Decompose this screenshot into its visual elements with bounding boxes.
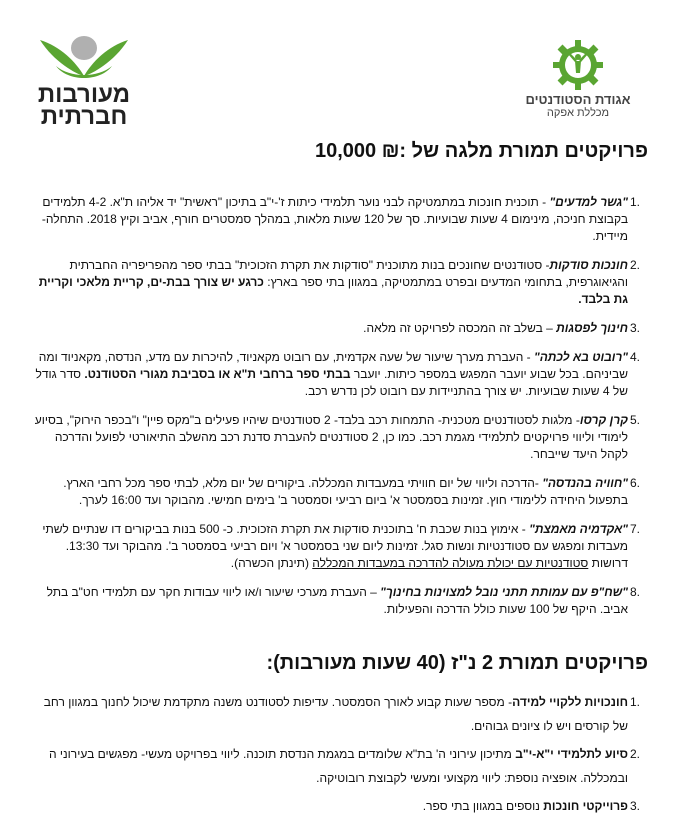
item-number: 1. xyxy=(630,195,641,209)
item-number: 3. xyxy=(630,321,641,335)
item-title: "גשר למדעים" xyxy=(549,195,628,209)
list-item xyxy=(32,690,648,738)
item-number: 5. xyxy=(630,413,641,427)
social-engagement-logo xyxy=(36,32,132,128)
list-item xyxy=(32,320,648,337)
item-number: 8. xyxy=(630,585,641,599)
item-text: -הדרכה וליווי של יום חוויתי במעבדות המכללה. ביקורים של יום מלא, לבתי ספר מכל רחבי הארץ. בתפעול היחידה ללימודי חוץ. זמינות בסמסטר א' ביום רביעי וסמסטר ב' בימים חמישי. מהבוקר ועד 16:00 לערך. xyxy=(63,476,628,507)
item-number: 2. xyxy=(630,258,641,272)
item-title: חונכויות ללקויי למידה xyxy=(512,695,628,709)
logo-left-line2: חברתית xyxy=(40,103,128,130)
logo-right-line2: מכללת אפקה xyxy=(546,107,610,119)
student-union-logo xyxy=(518,38,638,134)
list-item xyxy=(32,742,648,790)
item-title: "חוויה בהנדסה" xyxy=(542,476,628,490)
item-number: 3. xyxy=(630,799,641,813)
item-text: - אימוץ בנות שכבת ח' בתוכנית סודקות את תקרת הזכוכית. כ- 500 בנות בביקורים דו שנתיים לשתי מעבדות ומפגש עם סטודנטיות ונשות סגל. זמינות ליום שני בסמסטר א' ויום רביעי בסמסטר ב'. מהבוקר ועד 13:30. דרושות xyxy=(42,522,628,570)
item-text: - סטודנטים שחונכים בנות מתוכנית "סודקות את תקרת הזכוכית" בבתי ספר מהפריפריה החברתית והגיאוגרפית, בתחומי המדעים ובפרט במתמטיקה, במגוון בתי ספר בארץ: xyxy=(69,258,628,289)
list-item xyxy=(32,475,648,509)
item-underlined-text: סטודנטיות עם יכולת מעולה להדרכה במעבדות המכללה xyxy=(312,556,589,570)
item-bold-text: כרגע יש צורך בבת-ים, קריית מלאכי וקריית גת בלבד. xyxy=(38,275,628,306)
list-item xyxy=(32,412,648,463)
item-number: 7. xyxy=(630,522,641,536)
section2-list xyxy=(32,690,648,818)
item-title: פרוייקטי חונכות xyxy=(543,799,628,813)
item-title: סיוע לתלמידי י"א-י"ב xyxy=(515,747,628,761)
item-number: 2. xyxy=(630,747,641,761)
item-title: קרן קרסו xyxy=(579,413,628,427)
list-item xyxy=(32,584,648,618)
list-item xyxy=(32,349,648,400)
list-item xyxy=(32,794,648,818)
item-text: - מספר שעות קבוע לאורך הסמסטר. עדיפות לסטודנט משנה מתקדמת שיכול לחנוך במגוון רחב של קורסים ויש לו ציונים גבוהים. xyxy=(43,695,628,733)
item-bold-text: בבתי ספר ברחבי ת"א או בסביבת מגורי הסטודנט. xyxy=(84,367,351,381)
section1-title-prefix: פרויקטים תמורת מלגה של xyxy=(411,140,648,162)
gear-figure-icon xyxy=(551,38,605,92)
item-title: חונכות סודקות xyxy=(549,258,628,272)
item-text: – העברת מערכי שיעור ו/או ליווי עבודות חקר עם תלמידי חט"ב בתל אביב. היקף של 100 שעות כולל הדרכה והפעילות. xyxy=(46,585,628,616)
item-text: מתיכון עירוני ה' בת"א שלומדים במגמת הנדסת תוכנה. ליווי בפרויקט מעשי- מפגשים בעירוני ה ובמכללה. אופציה נוספת: ליווי מקצועי ומעשי לקבוצת רובוטיקה. xyxy=(48,747,628,785)
item-text: נוספים במגוון בתי ספר. xyxy=(422,799,544,813)
item-number: 4. xyxy=(630,350,641,364)
section2-title: פרויקטים תמורת 2 נ"ז (40 שעות מעורבות): xyxy=(266,652,648,674)
item-number: 6. xyxy=(630,476,641,490)
logo-left-line1: מעורבות xyxy=(37,81,131,108)
item-text: – בשלב זה המכסה לפרויקט זה מלאה. xyxy=(363,321,557,335)
item-text-continued: סדר גודל של 4 שעות שבועיות. יש צורך בהתניידות עם רובוט לכן נדרש רכב. xyxy=(35,367,628,398)
item-text: - מלגות לסטודנטים מטכנית- התמחות רכב בלבד- 2 סטודנטים שיהיו פעילים ב"מקס פיין" ו"בכפר הירוק", בסיוע לימודי וליווי פרויקטים לתלמידי מגמת רכב. כמו כן, 2 סטודנטים להעברת סדנת רכב מהשלב התיאורטי לפועל והדרכה לקהל היעד שייבחר. xyxy=(34,413,628,461)
section1-title-amount: 10,000 ₪: xyxy=(314,140,407,162)
list-item xyxy=(32,194,648,245)
item-number: 1. xyxy=(630,695,641,709)
item-text: - העברת מערך שיעור של שעה אקדמית, עם רובוט מקאניוד, להיכרות עם מדע, הנדסה, מקאניוד ומה שביניהם. בכל שבוע יועבר המפגש במספר כיתות. יועבר xyxy=(38,350,628,381)
logo-right-line1: אגודת הסטודנטים xyxy=(525,92,631,107)
list-item xyxy=(32,257,648,308)
section1-title xyxy=(32,138,648,164)
item-text-continued: (תינתן הכשרה). xyxy=(230,556,313,570)
leaves-icon xyxy=(36,32,132,84)
document-content xyxy=(32,138,648,822)
item-title: "אקדמיה מאמצת" xyxy=(529,522,628,536)
item-title: "שח"פ עם עמותת תתני נובל למצוינות בחינוך" xyxy=(380,585,628,599)
item-title: "רובוט בא לכתה" xyxy=(534,350,628,364)
list-item xyxy=(32,521,648,572)
section1-list xyxy=(32,194,648,618)
item-text: - תוכנית חונכות במתמטיקה לבני נוער תלמידי כיתות ז'-י"ב בתיכון "ראשית" יד אליהו ת"א. 4-2 תלמידים בקבוצת חניכה, מינימום 4 שעות שבועיות. סך של 120 שעות מלאות, במהלך סמסטרים חורף, אביב וקיץ 2018. התחלה- מיידית. xyxy=(41,195,628,243)
item-title: חינוך לפסגות xyxy=(556,321,628,335)
